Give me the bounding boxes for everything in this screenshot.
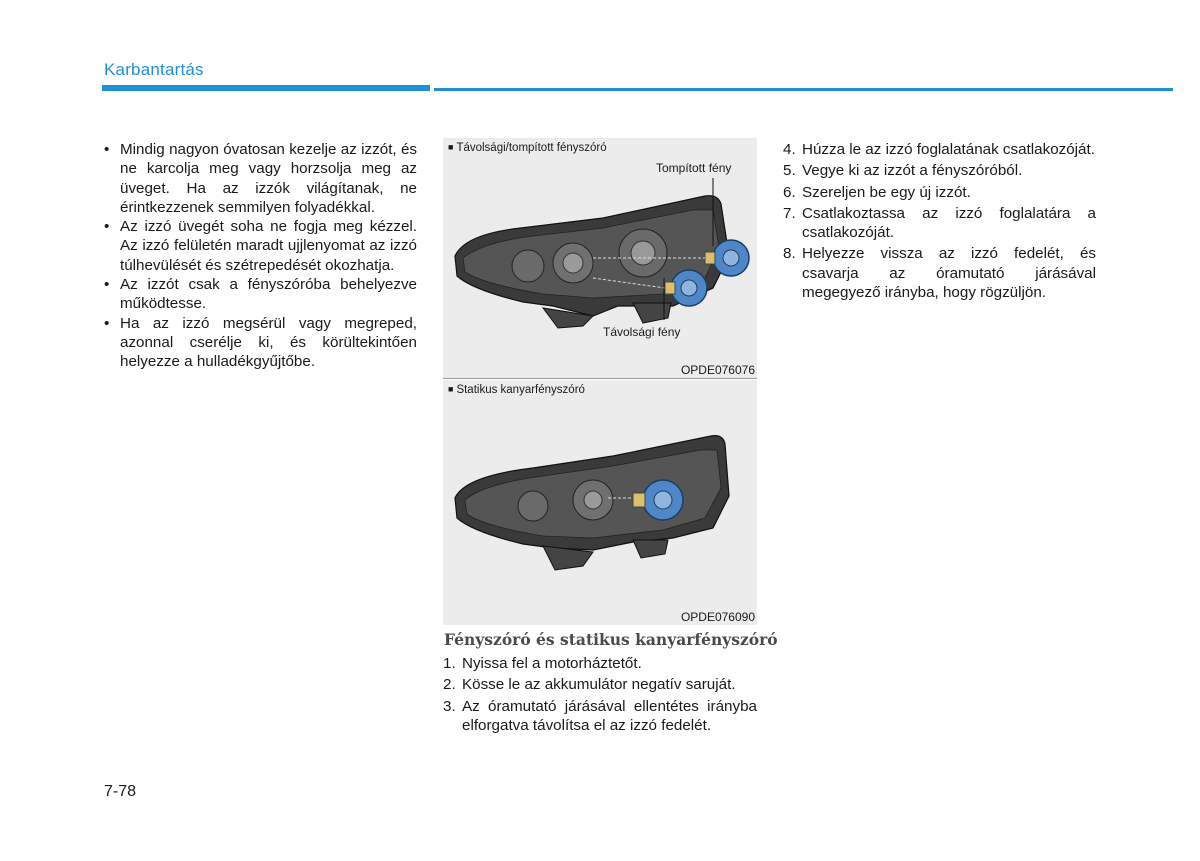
middle-column (443, 654, 757, 737)
figure-code: OPDE076076 (680, 363, 755, 377)
procedure-steps (783, 140, 1096, 302)
figure-divider (443, 378, 757, 379)
list-item: 7. Csatlakoztassa az izzó foglalatára a csatlakozóját. (783, 204, 1096, 242)
low-beam-label: Tompított fény (656, 161, 732, 175)
figure-caption: ■ Távolsági/tompított fényszóró (448, 142, 607, 154)
list-item: 3. Az óramutató járásával ellentétes irányba elforgatva távolítsa el az izzó fedelét. (443, 697, 757, 734)
subsection-heading: Fényszóró és statikus kanyarfényszóró (444, 630, 778, 649)
list-item: 2. Kösse le az akkumulátor negatív saruját. (443, 676, 736, 694)
figure-code: OPDE076090 (680, 610, 755, 624)
header-rule-thin (434, 88, 1173, 91)
list-item: 6. Szereljen be egy új izzót. (783, 183, 971, 201)
list-item: 5. Vegye ki az izzót a fényszóróból. (783, 162, 1023, 180)
section-title: Karbantartás (104, 60, 204, 79)
list-item: 4. Húzza le az izzó foglalatának csatlakozóját. (783, 141, 1095, 158)
procedure-steps (443, 654, 757, 735)
figure-high-low-beam (443, 138, 757, 378)
figure-caption: ■ Statikus kanyarfényszóró (448, 384, 585, 396)
list-item: • Mindig nagyon óvatosan kezelje az izzót, és ne karcolja meg vagy horzsolja meg az üveget. Ha az izzók világítanak, ne érintkezzenek semmilyen folyadékkal. (103, 140, 417, 217)
list-item: • Ha az izzó megsérül vagy megreped, azonnal cserélje ki, és körültekintően helyezze a hulladékgyűjtőbe. (103, 314, 417, 372)
right-column (783, 140, 1096, 304)
list-item: 8. Helyezze vissza az izzó fedelét, és csavarja az óramutató járásával megegyező irányba, hogy rögzüljön. (783, 245, 1096, 302)
left-column (103, 140, 417, 372)
high-beam-label: Távolsági fény (603, 325, 681, 339)
list-item: • Az izzó üvegét soha ne fogja meg kézzel. Az izzó felületén maradt ujjlenyomat az izzó túlhevülését és szétrepedését okozhatja. (103, 217, 417, 275)
headlamp-illustration-2 (443, 380, 757, 625)
figure-static-bending-light (443, 380, 757, 625)
list-item: 1. Nyissa fel a motorháztetőt. (443, 655, 642, 672)
header-rule-thick (102, 85, 430, 91)
caution-list (103, 140, 417, 372)
list-item: • Az izzót csak a fényszóróba behelyezve működtesse. (103, 275, 417, 314)
page-number: 7-78 (104, 783, 137, 800)
